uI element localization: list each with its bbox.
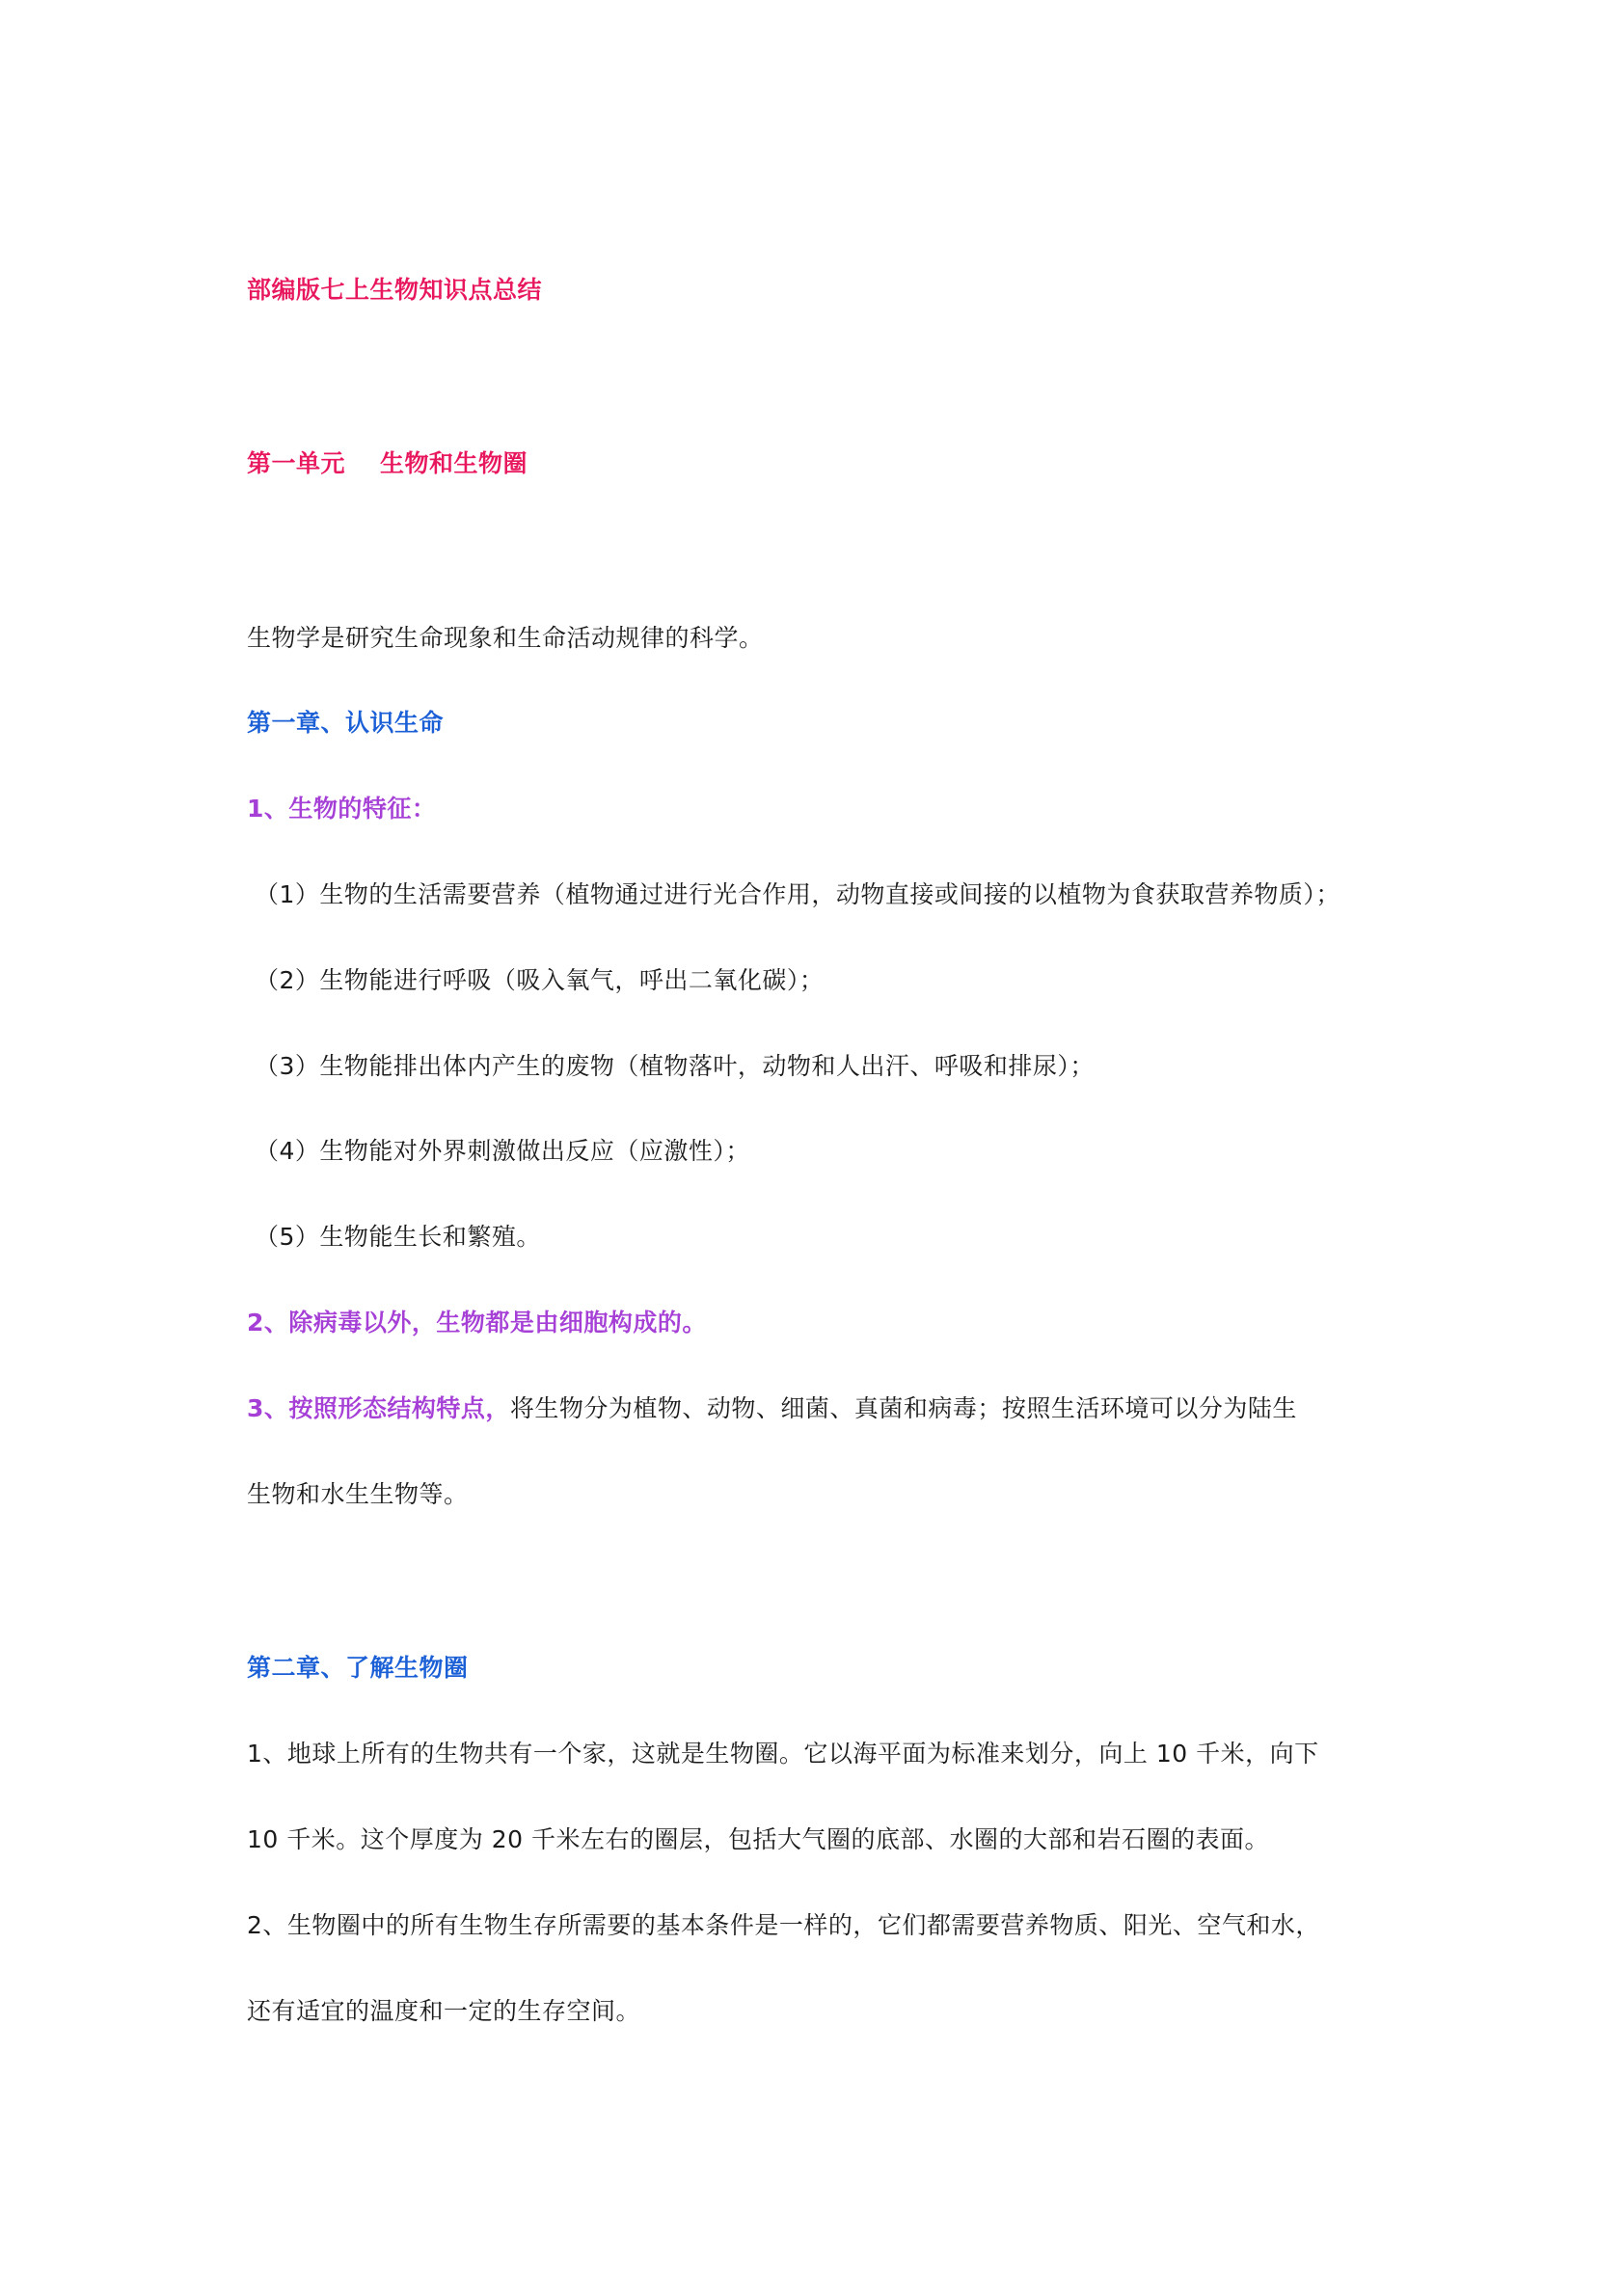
unit-name: 生物和生物圈 <box>380 449 528 477</box>
chapter1-heading: 第一章、认识生命 <box>247 709 445 737</box>
characteristic-item-4: （4）生物能对外界刺激做出反应（应激性）； <box>255 1137 750 1165</box>
chapter1-point3-head: 3、按照形态结构特点， <box>247 1394 510 1422</box>
intro-paragraph: 生物学是研究生命现象和生命活动规律的科学。 <box>247 624 764 652</box>
characteristic-item-3: （3）生物能排出体内产生的废物（植物落叶，动物和人出汗、呼吸和排尿）； <box>255 1052 1095 1080</box>
chapter2-p2-line2: 还有适宜的温度和一定的生存空间。 <box>247 1997 641 2025</box>
chapter1-point3-body: 将生物分为植物、动物、细菌、真菌和病毒；按照生活环境可以分为陆生 <box>509 1394 1297 1422</box>
chapter2-heading: 第二章、了解生物圈 <box>247 1654 469 1682</box>
document-title: 部编版七上生物知识点总结 <box>247 276 543 304</box>
chapter1-point3-line2: 生物和水生生物等。 <box>247 1480 469 1508</box>
chapter1-point3-line1 <box>247 1392 1394 1425</box>
chapter1-point2: 2、除病毒以外，生物都是由细胞构成的。 <box>247 1309 707 1336</box>
chapter2-p1-line1: 1、地球上所有的生物共有一个家，这就是生物圈。它以海平面为标准来划分，向上 10 千米，向下 <box>247 1740 1319 1768</box>
chapter2-p1-line2: 10 千米。这个厚度为 20 千米左右的圈层，包括大气圈的底部、水圈的大部和岩石圈的表面。 <box>247 1825 1269 1853</box>
characteristic-item-2: （2）生物能进行呼吸（吸入氧气，呼出二氧化碳）； <box>255 966 825 994</box>
chapter1-point1-title: 1、生物的特征： <box>247 795 437 823</box>
characteristic-item-1: （1）生物的生活需要营养（植物通过进行光合作用，动物直接或间接的以植物为食获取营养物质）； <box>255 880 1340 908</box>
chapter2-p2-line1: 2、生物圈中的所有生物生存所需要的基本条件是一样的，它们都需要营养物质、阳光、空气和水， <box>247 1911 1320 1939</box>
unit-number: 第一单元 <box>247 449 346 477</box>
unit-heading <box>247 447 1394 480</box>
characteristic-item-5: （5）生物能生长和繁殖。 <box>255 1223 541 1251</box>
